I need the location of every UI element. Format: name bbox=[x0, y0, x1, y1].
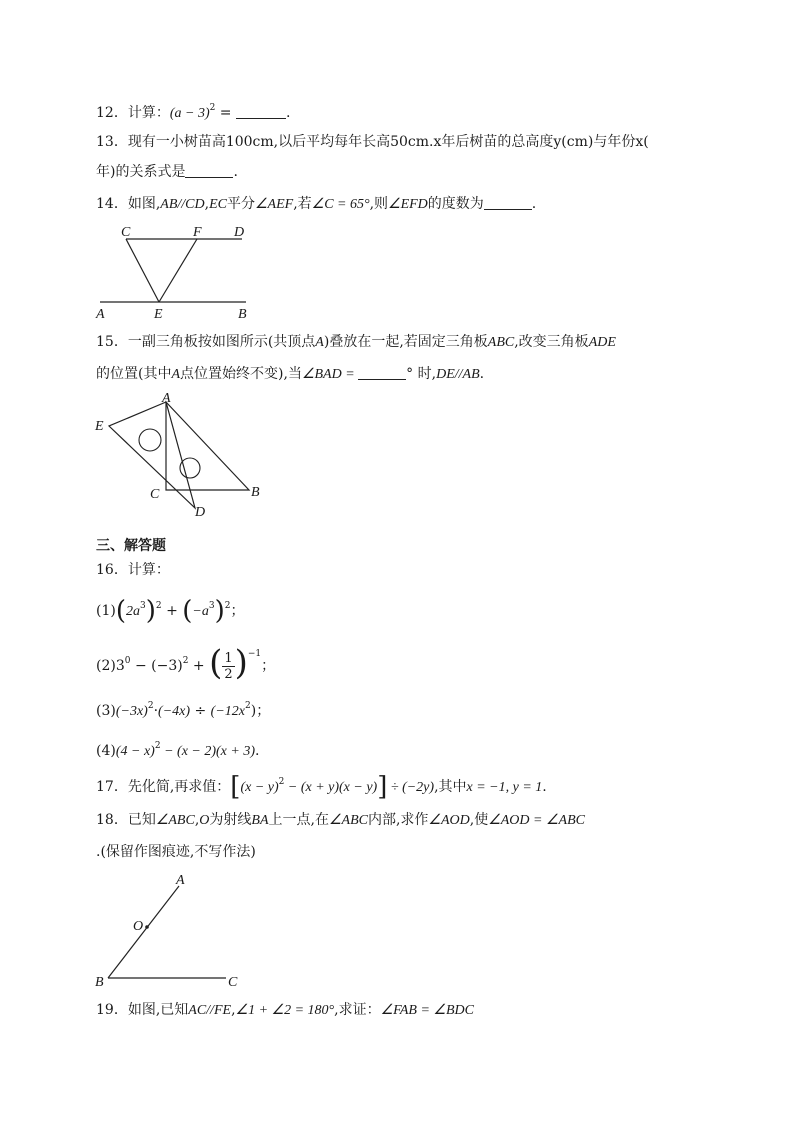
question-text: ,改变三角板 bbox=[514, 334, 589, 350]
question-text: 上一点,在 bbox=[268, 812, 329, 828]
punctuation: ； bbox=[256, 703, 271, 719]
exponent: 3 bbox=[208, 601, 215, 611]
segment-fe bbox=[159, 239, 197, 302]
parallel-condition: AB//CD bbox=[160, 197, 205, 212]
triangle-hole bbox=[180, 458, 200, 478]
fraction bbox=[222, 651, 234, 682]
term: (−12x bbox=[210, 704, 245, 719]
question-16-part-4 bbox=[96, 736, 259, 762]
ray-ba-line bbox=[108, 886, 179, 978]
punctuation: ； bbox=[261, 658, 276, 674]
answer-blank bbox=[358, 365, 406, 380]
question-18-line-1 bbox=[96, 810, 585, 831]
exponent: 2 bbox=[154, 741, 161, 751]
question-number: 15． bbox=[96, 334, 128, 350]
question-number: 14． bbox=[96, 196, 128, 212]
label-o: O bbox=[133, 919, 144, 934]
angle-abc: ∠ABC bbox=[328, 813, 368, 828]
question-number: 19． bbox=[96, 1002, 128, 1018]
question-text: , bbox=[204, 196, 210, 212]
label-b: B bbox=[238, 307, 247, 322]
question-text: ,若 bbox=[293, 196, 312, 212]
term: (−3x) bbox=[115, 704, 148, 719]
bracket: ] bbox=[377, 772, 388, 802]
question-14 bbox=[96, 194, 536, 215]
label-c: C bbox=[228, 975, 238, 990]
label-b: B bbox=[251, 485, 260, 500]
term: 2a bbox=[126, 604, 140, 619]
point-a: A bbox=[171, 367, 181, 382]
paren: ( bbox=[209, 643, 223, 683]
fraction-numerator: 1 bbox=[224, 650, 233, 666]
angle-abc: ∠ABC bbox=[155, 813, 195, 828]
term: ÷ (−2y) bbox=[387, 780, 435, 795]
term: −a bbox=[192, 604, 209, 619]
period: . bbox=[233, 164, 238, 180]
answer-blank bbox=[484, 195, 532, 210]
question-text: 的度数为 bbox=[427, 196, 484, 212]
question-15-line-1 bbox=[96, 332, 616, 353]
question-text: 点位置始终不变),当 bbox=[180, 366, 302, 382]
point-o-dot bbox=[145, 925, 149, 929]
operator: ÷ bbox=[190, 703, 211, 719]
question-text: ,则 bbox=[369, 196, 389, 212]
term: (4 − x) bbox=[115, 744, 155, 759]
question-text: 内部,求作 bbox=[367, 812, 429, 828]
question-text: 如图, bbox=[127, 196, 161, 212]
label-a: A bbox=[176, 873, 185, 888]
figure-q15 bbox=[92, 390, 272, 520]
question-text: 先化简,再求值： bbox=[127, 779, 231, 795]
question-text: .(保留作图痕迹,不写作法) bbox=[96, 844, 256, 860]
period: . bbox=[531, 196, 537, 212]
punctuation: . bbox=[255, 743, 260, 759]
label-f: F bbox=[193, 225, 202, 240]
ray-ba: BA bbox=[251, 813, 269, 828]
expression: (a − 3) bbox=[169, 106, 210, 121]
term: (x − y) bbox=[240, 780, 279, 795]
question-text: )叠放在一起,若固定三角板 bbox=[323, 334, 488, 350]
angle-c: ∠C = 65° bbox=[311, 197, 370, 212]
point-o: O bbox=[199, 813, 210, 828]
section-title: 三、解答题 bbox=[96, 538, 166, 554]
question-text: 现有一小树苗高100cm,以后平均每年长高50cm.x年后树苗的总高度y(cm)与年份x( bbox=[127, 134, 649, 150]
question-19 bbox=[96, 1000, 474, 1021]
fraction-denominator: 2 bbox=[224, 666, 233, 682]
operator: + bbox=[188, 658, 210, 674]
figure-q14 bbox=[92, 222, 262, 322]
question-13-line-1 bbox=[96, 132, 649, 152]
parallel-condition: DE//AB bbox=[436, 367, 480, 382]
operator: · bbox=[153, 703, 159, 719]
exponent: 2 bbox=[182, 656, 189, 666]
paren: ) bbox=[145, 596, 156, 626]
angle-sum: ∠1 + ∠2 = 180° bbox=[235, 1003, 335, 1018]
question-text: , bbox=[231, 1002, 236, 1018]
paren: ) bbox=[214, 596, 225, 626]
question-12 bbox=[96, 98, 290, 124]
exponent: 2 bbox=[278, 777, 285, 787]
parallel-condition: AC//FE bbox=[188, 1003, 232, 1018]
question-text: 一副三角板按如图所示(共顶点 bbox=[127, 334, 316, 350]
answer-blank bbox=[185, 163, 233, 178]
question-text: , bbox=[194, 812, 200, 828]
question-16-part-1 bbox=[96, 596, 245, 626]
part-index: (2) bbox=[96, 658, 116, 674]
part-index: (1) bbox=[96, 603, 116, 619]
exponent: 2 bbox=[155, 601, 162, 611]
exponent: 2 bbox=[209, 103, 216, 113]
period: . bbox=[479, 366, 485, 382]
question-number: 12． bbox=[96, 105, 128, 121]
term: (−3) bbox=[151, 658, 183, 674]
part-index: (4) bbox=[96, 743, 116, 759]
question-text: 计算： bbox=[127, 105, 170, 121]
triangle-hole bbox=[139, 429, 161, 451]
exponent: 2 bbox=[224, 601, 231, 611]
equals-sign: = bbox=[215, 105, 236, 121]
question-text: 如图,已知 bbox=[127, 1002, 189, 1018]
question-number: 13． bbox=[96, 134, 128, 150]
term: − (x − 2)(x + 3) bbox=[160, 744, 255, 759]
question-16-part-3 bbox=[96, 696, 270, 722]
operator: + bbox=[161, 603, 183, 619]
label-a: A bbox=[96, 307, 105, 322]
question-text: ,其中 bbox=[434, 779, 467, 795]
question-16-part-2 bbox=[96, 644, 275, 682]
label-d: D bbox=[195, 505, 206, 520]
question-text: 年)的关系式是 bbox=[96, 164, 186, 180]
operator: − bbox=[130, 658, 152, 674]
triangle-abc: ABC bbox=[487, 335, 515, 350]
paren: ) bbox=[250, 703, 257, 719]
segment-ec: EC bbox=[209, 197, 227, 212]
bracket: [ bbox=[230, 772, 241, 802]
paren: ( bbox=[182, 596, 193, 626]
label-e: E bbox=[95, 419, 104, 434]
exponent: 2 bbox=[245, 701, 251, 711]
figure-q18 bbox=[92, 866, 252, 992]
question-text: 平分 bbox=[226, 196, 255, 212]
segment-ce bbox=[126, 239, 159, 302]
answer-blank bbox=[236, 104, 286, 119]
point-a: A bbox=[315, 335, 324, 350]
label-c: C bbox=[150, 487, 160, 502]
term: − (x + y)(x − y) bbox=[284, 780, 378, 795]
exponent: 0 bbox=[124, 656, 131, 666]
exponent: 3 bbox=[140, 601, 146, 611]
question-13-line-2 bbox=[96, 162, 238, 182]
question-text: ,求证： bbox=[334, 1002, 381, 1018]
given-values: x = −1, y = 1 bbox=[466, 780, 543, 795]
question-number: 18． bbox=[96, 812, 128, 828]
question-text: 为射线 bbox=[209, 812, 252, 828]
question-18-line-2 bbox=[96, 842, 256, 862]
label-c: C bbox=[121, 225, 131, 240]
term: (−4x) bbox=[158, 704, 191, 719]
label-a: A bbox=[162, 391, 171, 406]
question-17 bbox=[96, 772, 547, 802]
label-b: B bbox=[95, 975, 104, 990]
exponent: 2 bbox=[147, 701, 154, 711]
question-text: 计算： bbox=[127, 562, 170, 578]
triangle-ade: ADE bbox=[588, 335, 616, 350]
question-text: 已知 bbox=[127, 812, 156, 828]
question-text: ° 时, bbox=[406, 366, 437, 382]
question-text: 的位置(其中 bbox=[96, 366, 172, 382]
paren: ) bbox=[234, 643, 248, 683]
question-text: ,使 bbox=[469, 812, 489, 828]
term: 3 bbox=[115, 658, 125, 674]
part-index: (3) bbox=[96, 703, 116, 719]
angle-equation: ∠AOD = ∠ABC bbox=[488, 813, 585, 828]
paren: ( bbox=[115, 596, 126, 626]
question-15-line-2 bbox=[96, 364, 484, 385]
question-number: 16． bbox=[96, 562, 128, 578]
question-number: 17． bbox=[96, 779, 128, 795]
proof-goal: ∠FAB = ∠BDC bbox=[380, 1003, 474, 1018]
punctuation: ； bbox=[230, 603, 245, 619]
angle-aod: ∠AOD bbox=[428, 813, 470, 828]
label-d: D bbox=[234, 225, 245, 240]
period: . bbox=[285, 105, 291, 121]
angle-bad: ∠BAD = bbox=[301, 367, 359, 382]
angle-efd: ∠EFD bbox=[388, 197, 428, 212]
period: . bbox=[542, 779, 547, 795]
exponent: −1 bbox=[247, 649, 262, 659]
question-16 bbox=[96, 560, 170, 580]
label-e: E bbox=[154, 307, 163, 322]
angle-aef: ∠AEF bbox=[254, 197, 294, 212]
